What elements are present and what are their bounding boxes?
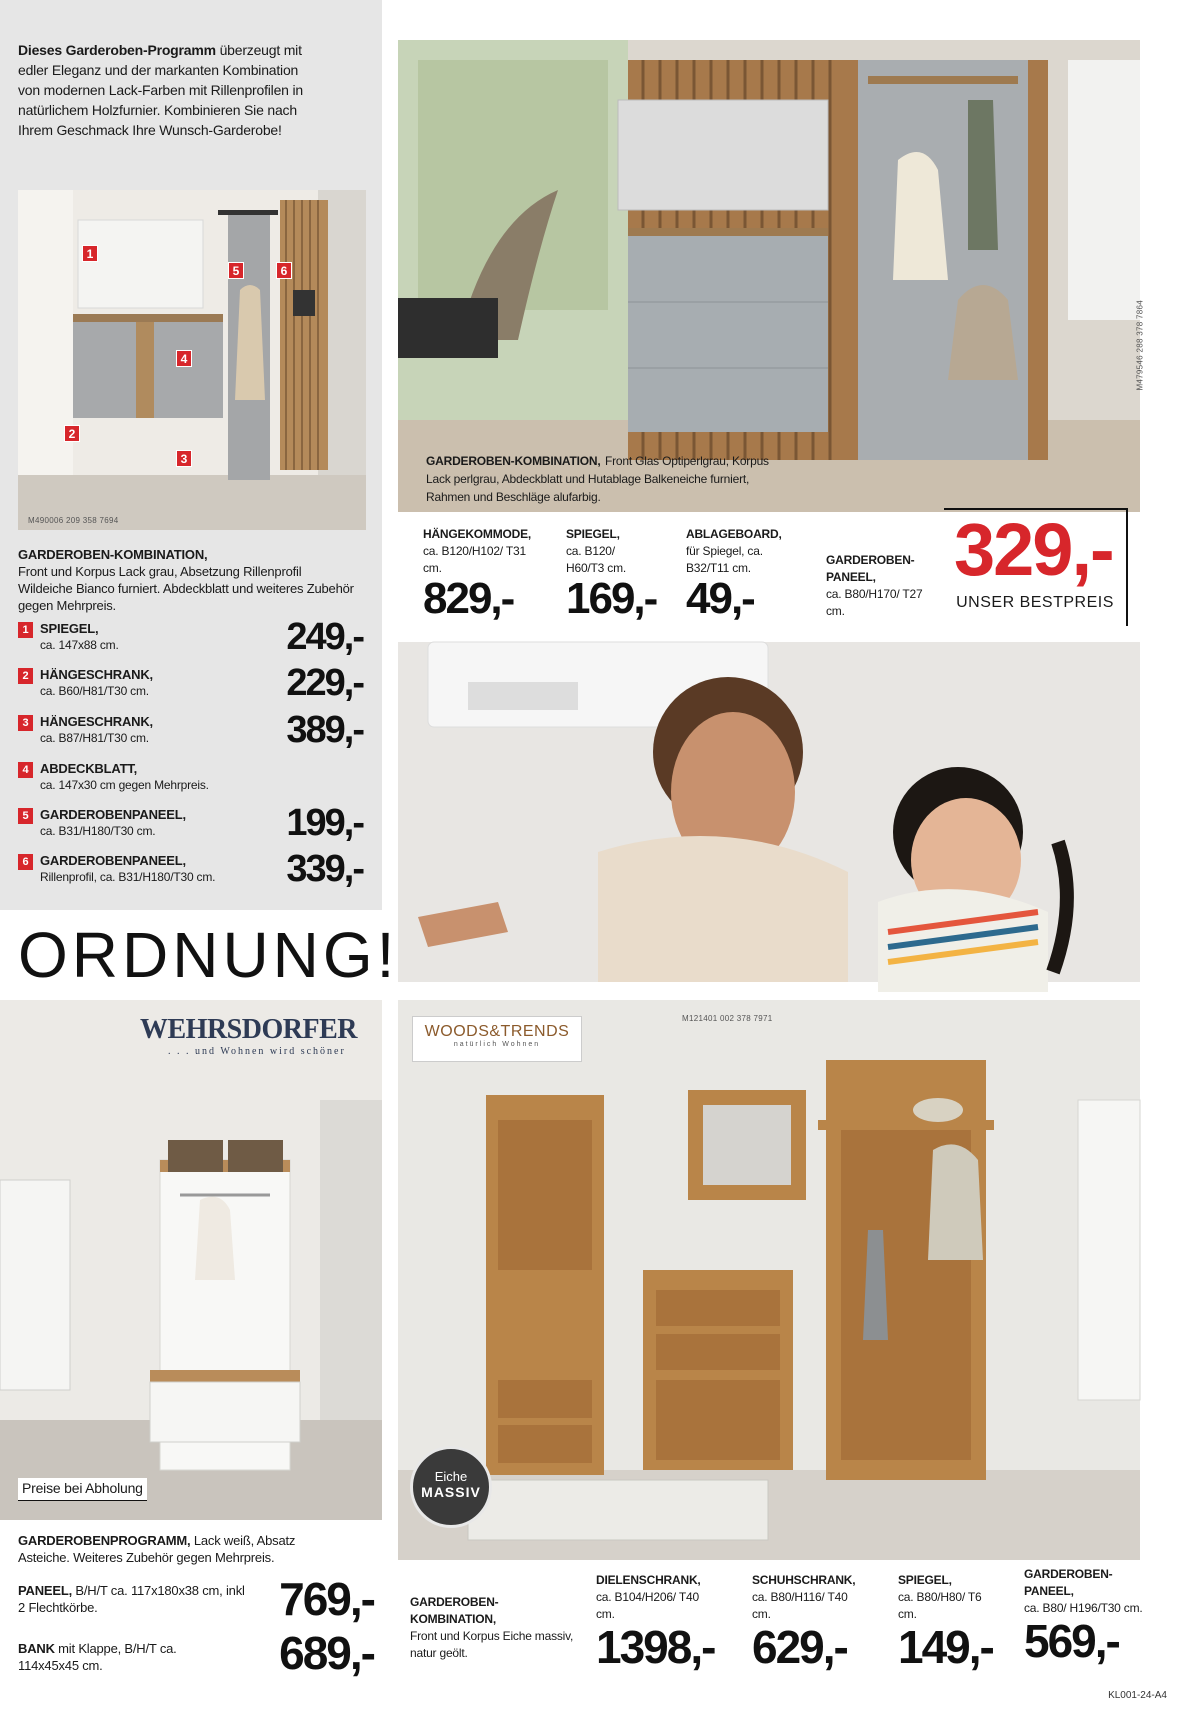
item-number-badge: 1	[18, 622, 33, 638]
left-product-photo	[18, 190, 366, 530]
seal-bottom-text: MASSIV	[421, 1484, 481, 1500]
wehrsdorfer-desc: Lack weiß, Absatz Asteiche. Weiteres Zubehör gegen Mehrpreis.	[18, 1533, 296, 1565]
woods-logo-text: WOODS&TRENDS	[424, 1023, 570, 1040]
item-detail: ca. B104/H206/ T40 cm.	[596, 1590, 699, 1621]
wehrsdorfer-offer	[18, 1532, 318, 1566]
item-name: HÄNGEKOMMODE,	[423, 527, 532, 541]
item-price: 389,-	[286, 709, 363, 751]
left-item-1	[18, 616, 363, 660]
woods-logo	[412, 1016, 582, 1062]
item-detail: ca. B87/H81/T30 cm.	[40, 731, 149, 745]
bestpreis-price: 329,-	[954, 508, 1113, 591]
item-number-badge: 5	[18, 808, 33, 824]
item-name: ABLAGEBOARD,	[686, 527, 782, 541]
item-price: 339,-	[286, 848, 363, 890]
item-price: 49,-	[686, 574, 754, 623]
wehrsdorfer-title: GARDEROBENPROGRAMM,	[18, 1533, 191, 1548]
main-item-spiegel	[566, 526, 676, 621]
item-name: GARDEROBENPANEEL,	[40, 807, 186, 822]
woods-desc: Front und Korpus Eiche massiv, natur geölt.	[410, 1629, 574, 1660]
item-detail: Rillenprofil, ca. B31/H180/T30 cm.	[40, 870, 216, 884]
left-item-5	[18, 802, 363, 846]
marker-4: 4	[176, 350, 192, 367]
marker-3: 3	[176, 450, 192, 467]
woods-item-spiegel	[898, 1572, 1008, 1671]
item-detail: ca. B31/H180/T30 cm.	[40, 824, 156, 838]
item-number-badge: 2	[18, 668, 33, 684]
item-name: GARDEROBEN-PANEEL,	[1024, 1567, 1113, 1598]
seal-top-text: Eiche	[434, 1469, 468, 1484]
main-item-ablageboard	[686, 526, 806, 621]
item-name: GARDEROBENPANEEL,	[40, 853, 186, 868]
item-name: BANK	[18, 1641, 55, 1656]
item-detail: für Spiegel, ca. B32/T11 cm.	[686, 544, 763, 575]
left-item-6	[18, 848, 363, 892]
left-room-illustration	[18, 190, 366, 530]
item-price: 1398,-	[596, 1621, 715, 1673]
wehrsdorfer-room-illustration	[0, 1000, 382, 1520]
item-price: 569,-	[1024, 1615, 1119, 1667]
marker-5: 5	[228, 262, 244, 279]
left-offer-desc: Front und Korpus Lack grau, Absetzung Rillenprofil Wildeiche Bianco furniert. Abdeckblatt und weiteres Zubehör gegen Mehrpreis.	[18, 564, 354, 613]
main-offer-caption	[426, 452, 771, 506]
main-room-illustration	[398, 40, 1140, 512]
item-number-badge: 4	[18, 762, 33, 778]
item-detail: ca. B80/H116/ T40 cm.	[752, 1590, 848, 1621]
left-art-number: M490006 209 358 7694	[28, 516, 119, 525]
lifestyle-photo	[398, 642, 1140, 982]
marker-6: 6	[276, 262, 292, 279]
wehrsdorfer-logo	[140, 1014, 357, 1057]
woods-photo	[398, 1000, 1140, 1560]
item-detail: ca. 147x88 cm.	[40, 638, 119, 652]
main-product-photo	[398, 40, 1145, 512]
main-offer-title: GARDEROBEN-KOMBINATION,	[426, 454, 601, 468]
item-detail: ca. B80/H80/ T6 cm.	[898, 1590, 982, 1621]
item-detail: mit Klappe, B/H/T ca. 114x45x45 cm.	[18, 1641, 177, 1673]
item-detail: ca. B120/H102/ T31 cm.	[423, 544, 526, 575]
wehrsdorfer-logo-text: WEHRSDORFER	[140, 1014, 357, 1045]
item-price: 629,-	[752, 1621, 847, 1673]
wehrsdorfer-tagline: . . . und Wohnen wird schöner	[168, 1046, 346, 1057]
main-item-haengekommode	[423, 526, 563, 621]
main-item-garderobenpaneel	[826, 552, 936, 620]
intro-text: Dieses Garderoben-Programm überzeugt mit edler Eleganz und der markanten Kombination von modernen Lack-Farben mit Rillenprofilen in natürlichem Holzfurnier. Kombinieren Sie nach Ihrem Geschmack Ihre Wunsch-Garderobe!	[18, 42, 303, 138]
item-name: GARDEROBEN-PANEEL,	[826, 553, 915, 584]
item-text	[18, 1640, 208, 1674]
wehrsdorfer-item-paneel	[18, 1573, 374, 1626]
item-name: PANEEL,	[18, 1583, 72, 1598]
item-price: 829,-	[423, 574, 514, 623]
wehrsdorfer-item-bank	[18, 1627, 374, 1684]
item-detail: ca. B120/ H60/T3 cm.	[566, 544, 627, 575]
woods-item-dielenschrank	[596, 1572, 746, 1671]
item-name: DIELENSCHRANK,	[596, 1573, 701, 1587]
item-name: HÄNGESCHRANK,	[40, 667, 153, 682]
eiche-massiv-seal	[410, 1446, 492, 1528]
left-item-3	[18, 709, 363, 753]
item-name: SCHUHSCHRANK,	[752, 1573, 856, 1587]
preise-abholung-badge	[18, 1478, 147, 1501]
item-number-badge: 6	[18, 854, 33, 870]
item-price: 229,-	[286, 662, 363, 704]
marker-2: 2	[64, 425, 80, 442]
item-name: SPIEGEL,	[40, 621, 99, 636]
woods-tagline: natürlich Wohnen	[453, 1041, 541, 1048]
item-price: 769,-	[279, 1573, 374, 1625]
item-name: SPIEGEL,	[566, 527, 620, 541]
marker-1: 1	[82, 245, 98, 262]
item-price: 249,-	[286, 616, 363, 658]
item-detail: ca. 147x30 cm gegen Mehrpreis.	[40, 778, 209, 792]
item-detail: ca. B80/ H196/T30 cm.	[1024, 1601, 1143, 1615]
bestpreis-box	[944, 508, 1128, 626]
left-item-2	[18, 662, 363, 706]
woods-title: GARDEROBEN-KOMBINATION,	[410, 1595, 499, 1626]
item-price: 199,-	[286, 802, 363, 844]
item-number-badge: 3	[18, 715, 33, 731]
bestpreis-label: UNSER BESTPREIS	[956, 594, 1114, 611]
item-detail: B/H/T ca. 117x180x38 cm, inkl 2 Flechtkörbe.	[18, 1583, 245, 1615]
woods-offer-text	[410, 1594, 580, 1662]
item-detail: ca. B60/H81/T30 cm.	[40, 684, 149, 698]
woods-room-illustration	[398, 1000, 1140, 1560]
item-price: 169,-	[566, 574, 657, 623]
main-art-number: M479546 288 378 7864	[1136, 300, 1145, 391]
item-detail: ca. B80/H170/ T27 cm.	[826, 587, 923, 618]
item-name: ABDECKBLATT,	[40, 761, 138, 776]
left-item-4	[18, 760, 363, 800]
left-offer-title: GARDEROBEN-KOMBINATION,	[18, 547, 208, 562]
preise-abholung-text: Preise bei Abholung	[22, 1480, 143, 1496]
item-price: 689,-	[279, 1627, 374, 1679]
woods-item-garderobenpaneel	[1024, 1566, 1154, 1665]
woods-item-schuhschrank	[752, 1572, 892, 1671]
headline-ordnung: ORDNUNG!	[18, 919, 399, 991]
main-offer-desc: Front Glas Optiperlgrau, Korpus Lack perlgrau, Abdeckblatt und Hutablage Balkeneiche furniert, Rahmen und Beschläge alufarbig.	[426, 454, 769, 504]
item-name: HÄNGESCHRANK,	[40, 714, 153, 729]
item-price: 149,-	[898, 1621, 993, 1673]
woods-art-number: M121401 002 378 7971	[682, 1014, 773, 1023]
footer-code: KL001-24-A4	[1108, 1690, 1167, 1701]
lifestyle-illustration	[398, 642, 1140, 982]
item-name: SPIEGEL,	[898, 1573, 952, 1587]
item-text	[18, 1582, 248, 1616]
wehrsdorfer-photo	[0, 1000, 382, 1520]
